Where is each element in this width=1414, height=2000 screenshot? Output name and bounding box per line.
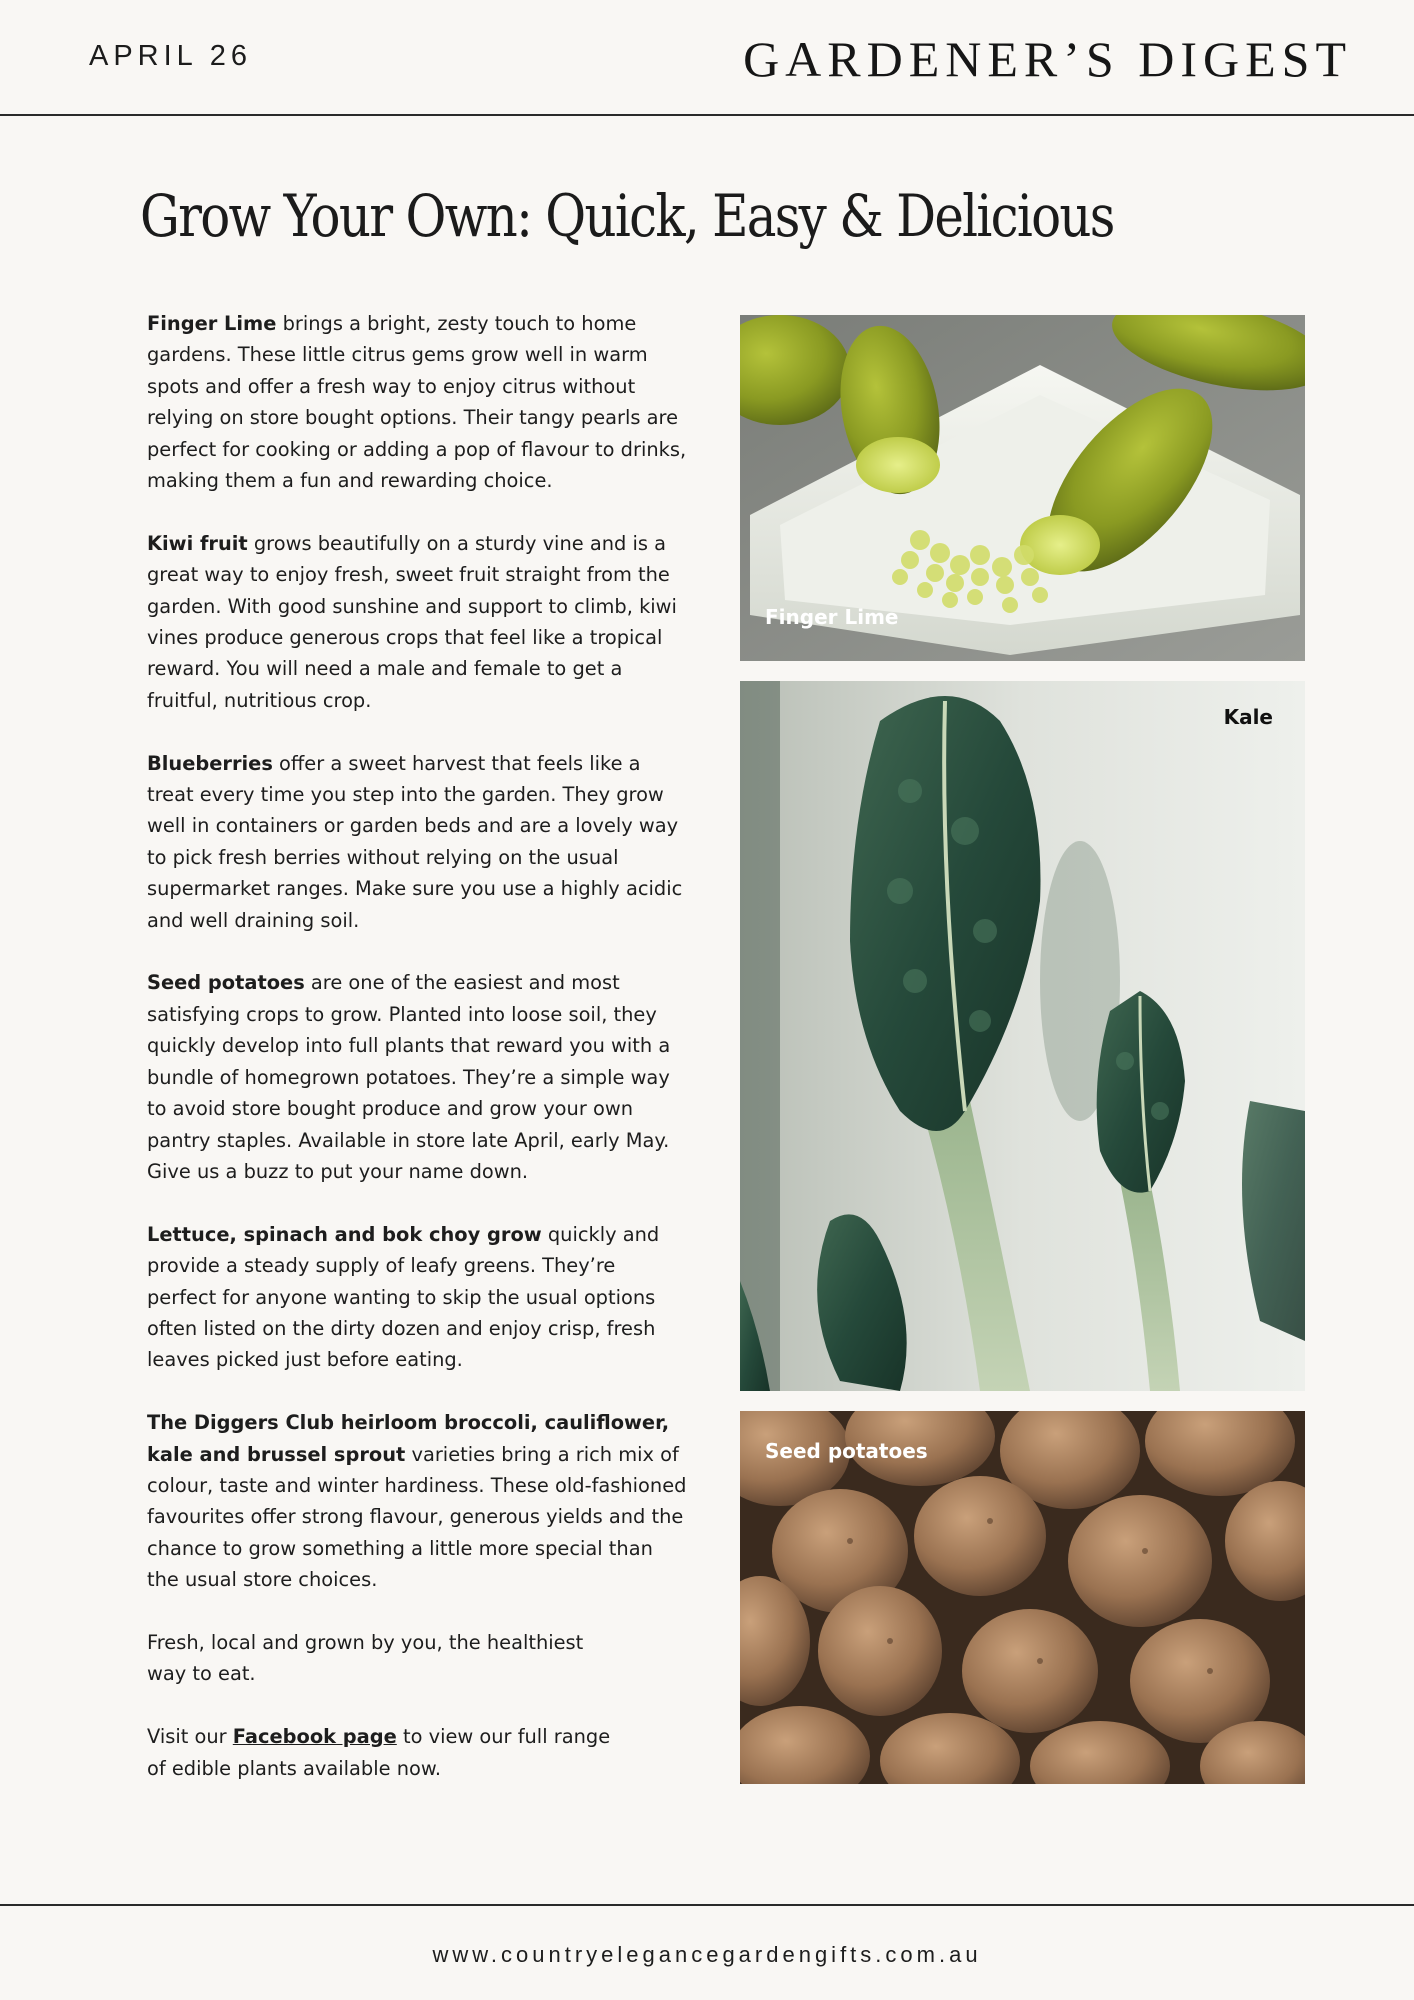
lead-text: Blueberries [147,751,273,775]
paragraph-finger-lime [147,308,687,496]
issue-date: APRIL 26 [89,40,253,72]
page-header [0,0,1414,116]
paragraph-diggers-club [147,1407,687,1595]
finger-lime-caption: Finger Lime [765,605,899,629]
paragraph-blueberries [147,748,687,936]
lead-text: Finger Lime [147,312,277,335]
closing-text: Fresh, local and grown by you, the healthiest way to eat. [147,1630,584,1686]
page-footer [0,1904,1414,2000]
paragraph-leafy-greens [147,1219,687,1376]
lead-text: Seed potatoes [147,971,305,995]
seed-potatoes-image [740,1411,1305,1784]
cta-after: to view our full range of edible plants available now. [147,1725,611,1780]
lead-text: Lettuce, spinach and bok choy grow [147,1222,542,1246]
body-text: varieties bring a rich mix of colour, taste and winter hardiness. These old-fashioned favourites offer strong flavour, generous yields and the chance to grow something a little more special than the usual store choices. [147,1442,687,1592]
body-text: grows beautifully on a sturdy vine and is a great way to enjoy fresh, sweet fruit straight from the garden. With good sunshine and support to climb, kiwi vines produce generous crops that feel like a tropical reward. You will need a male and female to get a fruitful, nutritious crop. [147,531,677,712]
kale-image [740,681,1305,1391]
page-title: Grow Your Own: Quick, Easy & Delicious [140,182,1114,250]
call-to-action [147,1721,617,1784]
finger-lime-photo [740,315,1305,661]
seed-potatoes-photo [740,1411,1305,1784]
body-text: quickly and provide a steady supply of leafy greens. They’re perfect for anyone wanting to skip the usual options often listed on the dirty dozen and enjoy crisp, fresh leaves picked just before eating. [147,1222,660,1372]
body-text: brings a bright, zesty touch to home gardens. These little citrus gems grow well in warm spots and offer a fresh way to enjoy citrus without relying on store bought options. Their tangy pearls are perfect for cooking or adding a pop of flavour to drinks, making them a fun and rewarding choice. [147,312,687,493]
lead-text: Kiwi fruit [147,531,248,555]
lead-text: The Diggers Club heirloom broccoli, cauliflower, kale and brussel sprout [147,1411,670,1466]
kale-photo [740,681,1305,1391]
masthead: GARDENER’S DIGEST [743,31,1352,87]
article-body [147,308,687,1815]
facebook-page-link[interactable]: Facebook page [232,1725,397,1749]
body-text: are one of the easiest and most satisfying crops to grow. Planted into loose soil, they quickly develop into full plants that reward you with a bundle of homegrown potatoes. They’re a simple way to avoid store bought produce and grow your own pantry staples. Available in store late April, early May. Give us a buzz to put your name down. [147,971,671,1183]
seed-potatoes-caption: Seed potatoes [765,1439,928,1463]
paragraph-seed-potatoes [147,967,687,1187]
kale-caption: Kale [1223,705,1273,729]
website-url: www.countryelegancegardengifts.com.au [432,1942,982,1967]
body-text: offer a sweet harvest that feels like a treat every time you step into the garden. They grow well in containers or garden beds and are a lovely way to pick fresh berries without relying on the usual supermarket ranges. Make sure you use a highly acidic and well draining soil. [147,751,683,932]
paragraph-kiwi [147,528,687,716]
cta-before: Visit our [147,1725,233,1749]
